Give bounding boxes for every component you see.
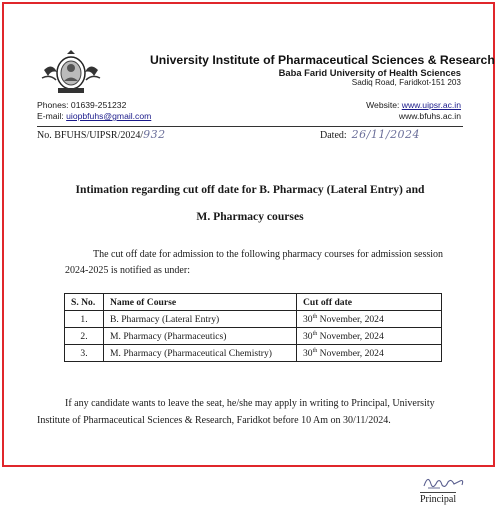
note-line-1: If any candidate wants to leave the seat, he/she may apply in writing to Principal, University bbox=[65, 398, 435, 409]
note-paragraph bbox=[37, 395, 463, 429]
address: Sadiq Road, Faridkot-151 203 bbox=[351, 78, 461, 87]
subject-line-1: Intimation regarding cut off date for B. Pharmacy (Lateral Entry) and bbox=[75, 183, 425, 196]
header-course: Name of Course bbox=[104, 294, 297, 311]
header-cutoff: Cut off date bbox=[297, 294, 442, 311]
contact-right bbox=[366, 100, 461, 122]
signature-icon bbox=[418, 470, 468, 494]
intro-line-2: 2024-2025 is notified as under: bbox=[65, 265, 190, 276]
reference-number bbox=[37, 128, 166, 141]
contact-left bbox=[37, 100, 151, 122]
table-row bbox=[65, 345, 442, 362]
phones: Phones: 01639-251232 bbox=[37, 100, 127, 110]
cell-course: B. Pharmacy (Lateral Entry) bbox=[104, 311, 297, 328]
table-header-row bbox=[65, 294, 442, 311]
institute-name: University Institute of Pharmaceutical Sciences & Research bbox=[150, 53, 495, 67]
intro-line-1: The cut off date for admission to the following pharmacy courses for admission session bbox=[93, 249, 444, 260]
email-link[interactable]: uiopbfuhs@gmail.com bbox=[66, 111, 152, 121]
university-name: Baba Farid University of Health Sciences bbox=[278, 67, 461, 78]
website-link[interactable]: www.uipsr.ac.in bbox=[401, 100, 461, 110]
subject-heading bbox=[37, 176, 463, 230]
website-line bbox=[366, 100, 461, 111]
cell-cutoff: 30th November, 2024 bbox=[297, 328, 442, 345]
cell-cutoff: 30th November, 2024 bbox=[297, 311, 442, 328]
intro-paragraph bbox=[65, 247, 465, 279]
ref-handwritten-number: 932 bbox=[143, 128, 166, 141]
dated-label: Dated: bbox=[320, 130, 347, 141]
dated-handwritten-value: 26/11/2024 bbox=[351, 128, 421, 141]
table-row bbox=[65, 328, 442, 345]
website2-link[interactable]: www.bfuhs.ac.in bbox=[398, 111, 461, 121]
university-logo-icon bbox=[40, 48, 102, 96]
email-line bbox=[37, 111, 151, 122]
ref-prefix: No. BFUHS/UIPSR/2024/ bbox=[37, 130, 144, 141]
cell-sno: 1. bbox=[65, 311, 104, 328]
website2-line bbox=[366, 111, 461, 122]
email-label: E-mail: bbox=[37, 111, 67, 121]
header-divider bbox=[37, 126, 463, 127]
cell-course: M. Pharmacy (Pharmaceutical Chemistry) bbox=[104, 345, 297, 362]
cell-course: M. Pharmacy (Pharmaceutics) bbox=[104, 328, 297, 345]
cell-sno: 3. bbox=[65, 345, 104, 362]
signatory-title: Principal bbox=[420, 494, 457, 505]
cell-cutoff: 30th November, 2024 bbox=[297, 345, 442, 362]
dated bbox=[320, 128, 420, 141]
cell-sno: 2. bbox=[65, 328, 104, 345]
website-label: Website: bbox=[366, 100, 402, 110]
courses-table bbox=[64, 293, 442, 362]
table-row bbox=[65, 311, 442, 328]
header-sno: S. No. bbox=[65, 294, 104, 311]
subject-line-2: M. Pharmacy courses bbox=[196, 210, 304, 223]
note-line-2: Institute of Pharmaceutical Sciences & Research, Faridkot before 10 Am on 30/11/2024. bbox=[37, 415, 391, 426]
